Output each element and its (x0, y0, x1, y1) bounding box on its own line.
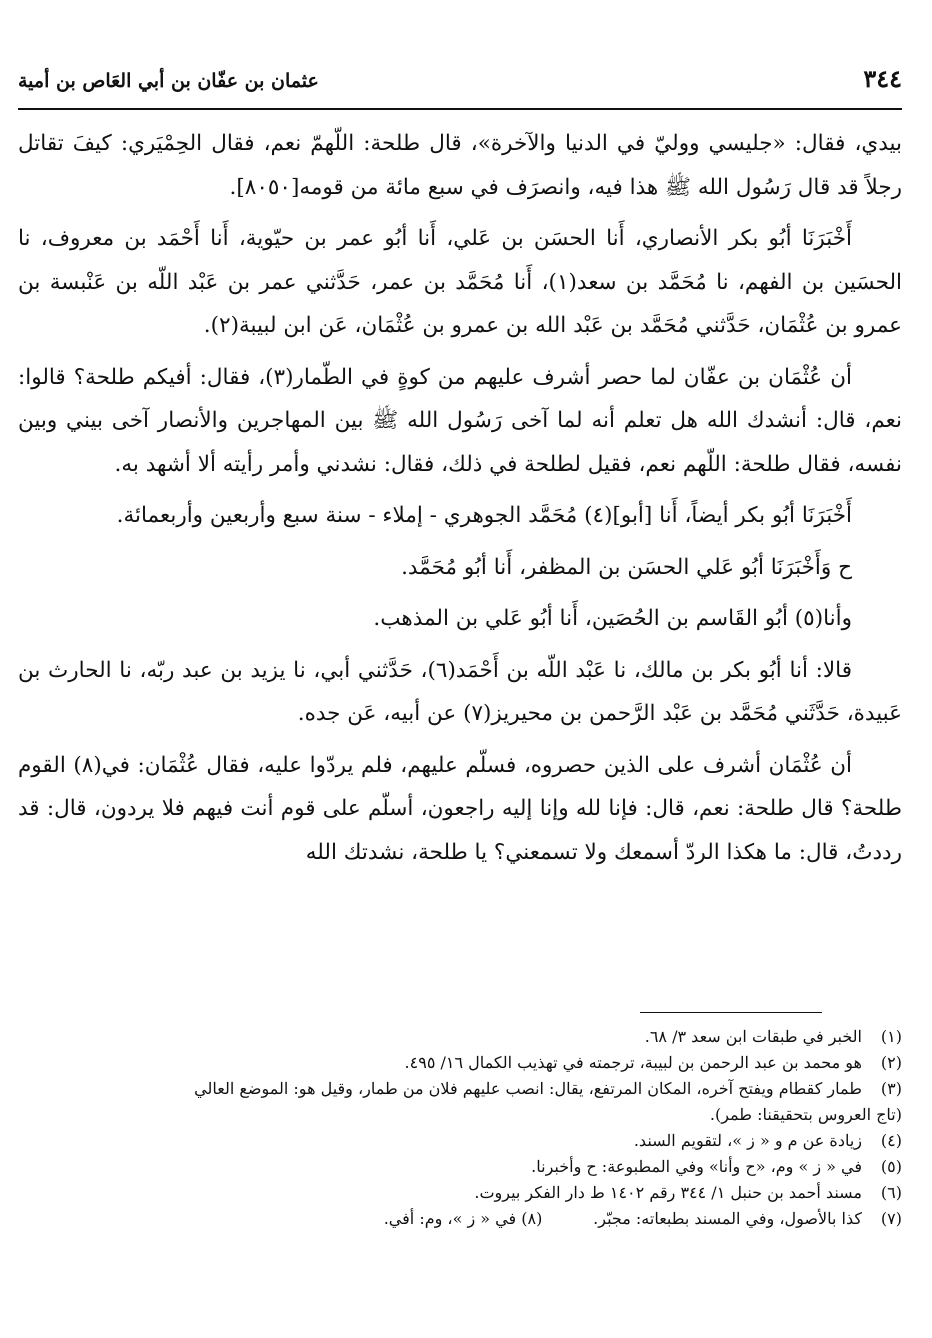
footnote-text: طمار كقطام ويفتح آخره، المكان المرتفع، يقال: انصب عليهم فلان من طمار، وقيل هو: الموضع العالي (194, 1079, 862, 1098)
paragraph: وأنا(٥) أبُو القَاسم بن الحُصَين، أَنا أبُو عَلي بن المذهب. (373, 606, 852, 631)
paragraph: قالا: أنا أبُو بكر بن مالك، نا عَبْد اللّه بن أَحْمَد(٦)، حَدَّثني أبي، نا يزيد بن عبد ربّه، نا الحارث بن عَبيدة، حَدَّثَني مُحَمَّد بن عَبْد الرَّحمن بن محيريز(٧) عن أبيه، عَن جده. (18, 657, 902, 726)
footnote-number: (٥) (880, 1157, 902, 1176)
footnote (18, 1180, 902, 1206)
footnote (18, 1128, 902, 1154)
footnote-continuation (18, 1102, 902, 1128)
footnote (18, 1050, 902, 1076)
header-rule (18, 108, 902, 110)
paragraph: بيدي، فقال: «جليسي ووليّ في الدنيا والآخرة»، قال طلحة: اللّهمّ نعم، فقال الحِمْيَري: كيفَ تقاتل رجلاً قد قال رَسُول الله ﷺ هذا فيه، وانصرَف في سبع مائة من قومه[٨٠٥٠]. (18, 131, 902, 200)
footnote-number: (٦) (880, 1183, 902, 1202)
footnote-text: كذا بالأصول، وفي المسند بطبعاته: مجبّر. (٨) في « ز »، وم: أفي. (383, 1209, 862, 1228)
footnote-text: في « ز » وم، «ح وأنا» وفي المطبوعة: ح وأخبرنا. (531, 1157, 862, 1176)
main-text (18, 122, 902, 882)
footnote-text: هو محمد بن عبد الرحمن بن لبيبة، ترجمته في تهذيب الكمال ١٦/ ٤٩٥. (404, 1053, 862, 1072)
footnote-text: (تاج العروس بتحقيقنا: طمر). (709, 1105, 902, 1124)
footnote-number: (٤) (880, 1131, 902, 1150)
footnote-number: (٢) (880, 1053, 902, 1072)
footnote-rule (640, 1012, 822, 1013)
paragraph: أن عُثْمَان أشرف على الذين حصروه، فسلّم عليهم، فلم يردّوا عليه، فقال عُثْمَان: في(٨) القوم طلحة؟ قال طلحة: نعم، قال: فإنا لله وإنا إليه راجعون، أسلّم على قوم أنت فيهم فلا يردون، قال: قد رددتُ، قال: ما هكذا الردّ أسمعك ولا تسمعني؟ يا طلحة، نشدتك الله (18, 752, 903, 865)
footnote-text: زيادة عن م و « ز »، لتقويم السند. (633, 1131, 862, 1150)
paragraph: ح وَأَخْبَرَنَا أبُو عَلي الحسَن بن المظفر، أَنا أبُو مُحَمَّد. (401, 554, 852, 580)
footnotes (18, 1024, 902, 1232)
paragraph: أَخْبَرَنَا أبُو بكر الأنصاري، أَنا الحسَن بن عَلي، أَنا أبُو عمر بن حيّوية، أَنا أَحْمَد بن معروف، نا الحسَين بن الفهم، نا مُحَمَّد بن سعد(١)، أَنا مُحَمَّد بن عمر، حَدَّثني عمر بن عَبْد اللّه بن عَنْبسة بن عمرو بن عُثْمَان، حَدَّثني مُحَمَّد بن عَبْد الله بن عمرو بن عُثْمَان، عَن ابن لبيبة(٢). (18, 226, 902, 338)
paragraph: أن عُثْمَان بن عفّان لما حصر أشرف عليهم من كوةٍ في الطّمار(٣)، فقال: أفيكم طلحة؟ قالوا: نعم، قال: أنشدك الله هل تعلم أنه لما آخى رَسُول الله ﷺ بين المهاجرين والأنصار آخى بيني وبين نفسه، فقال طلحة: اللّهم نعم، فقيل لطلحة في ذلك، فقال: نشدني وأمر رأيته ألا أشهد به. (18, 364, 902, 477)
running-title: عثمان بن عفّان بن أبي العَاص بن أمية (18, 70, 319, 92)
paragraph: أَخْبَرَنَا أبُو بكر أيضاً، أَنا [أبو](٤) مُحَمَّد الجوهري - إملاء - سنة سبع وأربعين وأربعمائة. (116, 503, 852, 528)
footnote-text: الخبر في طبقات ابن سعد ٣/ ٦٨. (644, 1027, 862, 1046)
footnote (18, 1024, 902, 1050)
page-header (18, 62, 902, 102)
footnote (18, 1154, 902, 1180)
footnote-number: (١) (880, 1027, 902, 1046)
page-number: ٣٤٤ (863, 64, 902, 93)
footnote (18, 1076, 902, 1102)
footnote (18, 1206, 902, 1232)
footnote-number: (٧) (880, 1209, 902, 1228)
footnote-number: (٣) (880, 1079, 902, 1098)
footnote-text: مسند أحمد بن حنبل ١/ ٣٤٤ رقم ١٤٠٢ ط دار الفكر بيروت. (474, 1183, 862, 1202)
